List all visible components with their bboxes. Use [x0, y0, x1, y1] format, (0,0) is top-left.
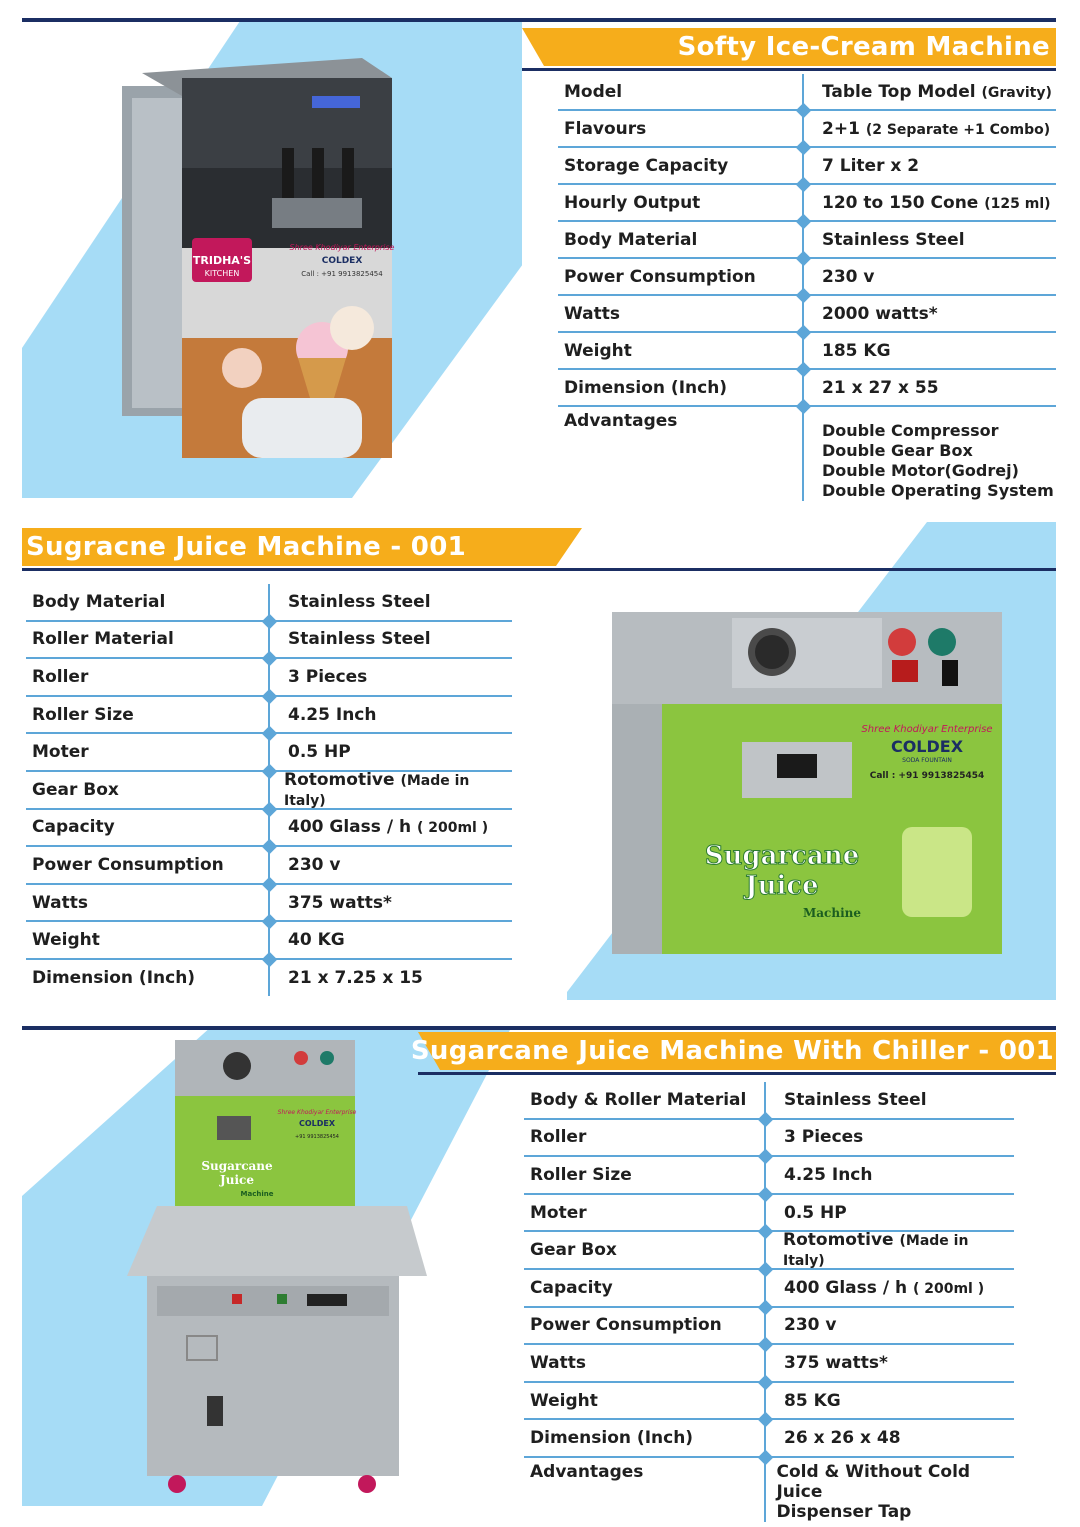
spec-row	[558, 296, 1056, 333]
spec-row	[558, 148, 1056, 185]
spec-value-main: 400 Glass / h	[288, 817, 412, 838]
spec-row	[524, 1120, 1014, 1158]
spec-row	[524, 1420, 1014, 1458]
advantage-item: Double Operating System	[822, 481, 1054, 500]
spec-value	[268, 930, 345, 950]
spec-label: Weight	[530, 1390, 598, 1411]
spec-value-main: 3 Pieces	[784, 1127, 864, 1148]
spec-value	[268, 817, 488, 837]
spec-row	[26, 584, 512, 622]
spec-label: Advantages	[564, 411, 678, 431]
spec-value	[268, 705, 376, 725]
spec-row	[558, 222, 1056, 259]
spec-label: Watts	[32, 892, 88, 913]
spec-value	[268, 893, 392, 913]
spec-label: Body Material	[32, 591, 166, 612]
spec-value-main: 400 Glass / h	[784, 1277, 908, 1298]
spec-label: Roller	[530, 1127, 587, 1148]
sugarcane-chiller-image	[117, 1036, 427, 1496]
sugarcane-machine-image	[602, 602, 1022, 972]
softy-machine-image	[102, 38, 432, 478]
spec-row	[558, 333, 1056, 370]
spec-value	[764, 1391, 841, 1411]
spec-value-main: 3 Pieces	[288, 666, 368, 687]
product-title-line1: Sugarcane	[704, 841, 860, 871]
spec-value-main: Stainless Steel	[784, 1089, 927, 1110]
spec-table-sugarcane	[26, 584, 512, 996]
spec-label: Weight	[32, 930, 100, 951]
call-number: Call : +91 9913825454	[869, 771, 985, 781]
spec-row	[524, 1383, 1014, 1421]
spec-value	[268, 667, 367, 687]
spec-label: Power Consumption	[32, 854, 224, 875]
enterprise-label: Shree Khodiyar Enterprise	[861, 724, 993, 735]
section-title: Sugarcane Juice Machine With Chiller - 001	[410, 1036, 1054, 1066]
spec-table-softy	[558, 74, 1056, 501]
spec-label: Roller Size	[32, 704, 134, 725]
spec-value-main: 230 v	[784, 1315, 837, 1336]
spec-row	[558, 259, 1056, 296]
spec-value	[802, 304, 938, 324]
spec-value-main: Stainless Steel	[822, 229, 965, 250]
enterprise-label: Shree Khodiyar Enterprise	[289, 243, 395, 252]
spec-row	[558, 74, 1056, 111]
spec-value	[268, 855, 341, 875]
spec-value	[802, 378, 939, 398]
advantage-item: Cold & Without Cold Juice	[776, 1461, 971, 1502]
spec-row	[524, 1345, 1014, 1383]
spec-value-note: ( 200ml )	[912, 1280, 985, 1297]
title-underline	[418, 1072, 1056, 1075]
spec-value-note: (Made in Italy)	[283, 772, 470, 809]
spec-value	[268, 968, 423, 988]
section-title-banner	[22, 528, 582, 566]
spec-value	[268, 592, 431, 612]
spec-row	[558, 185, 1056, 222]
spec-label: Gear Box	[32, 779, 119, 800]
spec-label: Roller Material	[32, 629, 174, 650]
spec-row	[524, 1232, 1014, 1270]
spec-label: Dimension (Inch)	[32, 967, 196, 988]
spec-value-main: 185 KG	[822, 340, 891, 361]
spec-value	[764, 1278, 984, 1298]
spec-value	[802, 193, 1051, 213]
section-title-banner	[410, 1032, 1056, 1070]
spec-row	[558, 370, 1056, 407]
section-title: Sugracne Juice Machine - 001	[26, 532, 466, 562]
advantage-item: Dispenser Tap	[776, 1501, 912, 1522]
spec-label: Hourly Output	[564, 192, 701, 213]
spec-value-main: 230 v	[822, 266, 875, 287]
spec-label: Moter	[530, 1202, 587, 1223]
spec-value	[268, 629, 431, 649]
section-title: Softy Ice-Cream Machine	[677, 32, 1050, 62]
product-title-line1: Sugarcane	[201, 1159, 273, 1173]
spec-value	[802, 82, 1052, 102]
call-number: +91 9913825454	[295, 1134, 339, 1140]
spec-value-note: (2 Separate +1 Combo)	[865, 121, 1051, 138]
spec-row-advantages	[524, 1458, 1014, 1522]
spec-value-main: 0.5 HP	[784, 1202, 847, 1223]
spec-row-advantages	[558, 407, 1056, 501]
spec-value	[802, 230, 965, 250]
coldex-logo-sub: SODA FOUNTAIN	[902, 757, 952, 764]
spec-label: Watts	[530, 1352, 586, 1373]
spec-value-main: Stainless Steel	[288, 629, 431, 650]
spec-label: Roller Size	[530, 1164, 632, 1185]
product-title-line2: Juice	[220, 1173, 254, 1187]
spec-value-note: (Made in Italy)	[783, 1233, 969, 1270]
spec-value-main: 0.5 HP	[288, 742, 351, 763]
section-title-banner	[522, 28, 1056, 66]
title-underline	[522, 68, 1056, 71]
spec-label: Power Consumption	[564, 266, 756, 287]
softy-ice-cream-section	[22, 18, 1056, 498]
spec-label: Watts	[564, 303, 620, 324]
spec-value-main: Stainless Steel	[288, 591, 431, 612]
spec-value-main: 230 v	[288, 854, 341, 875]
spec-label: Moter	[32, 742, 89, 763]
spec-value	[264, 770, 512, 810]
spec-label: Weight	[564, 340, 632, 361]
tridhas-logo-sub: KITCHEN	[204, 269, 240, 278]
spec-value-main: 120 to 150 Cone	[822, 192, 979, 213]
spec-value	[802, 156, 919, 176]
spec-label: Power Consumption	[530, 1315, 722, 1336]
spec-value-main: 85 KG	[784, 1390, 841, 1411]
spec-value-main: 375 watts*	[784, 1352, 888, 1373]
coldex-logo: COLDEX	[321, 256, 363, 266]
spec-label: Dimension (Inch)	[564, 377, 728, 398]
spec-value-main: 26 x 26 x 48	[784, 1428, 901, 1449]
product-title-line3: Machine	[802, 906, 862, 920]
spec-value-main: 7 Liter x 2	[822, 155, 920, 176]
spec-value	[802, 119, 1050, 139]
call-number: Call : +91 9913825454	[301, 270, 383, 278]
advantages-list	[756, 1462, 1014, 1522]
spec-value	[764, 1315, 837, 1335]
spec-value-main: 2000 watts*	[822, 303, 938, 324]
sugarcane-juice-section	[22, 522, 1056, 1000]
top-rule	[22, 1026, 1056, 1030]
product-title-line2: Juice	[745, 871, 819, 901]
spec-value	[764, 1127, 863, 1147]
spec-value-main: 375 watts*	[288, 892, 392, 913]
spec-row	[524, 1082, 1014, 1120]
spec-value-main: 4.25 Inch	[288, 704, 377, 725]
spec-label: Storage Capacity	[564, 155, 729, 176]
spec-label: Body & Roller Material	[530, 1089, 747, 1110]
spec-label: Capacity	[32, 817, 115, 838]
spec-label: Advantages	[530, 1461, 644, 1482]
spec-row	[524, 1157, 1014, 1195]
spec-value-main: Table Top Model	[822, 81, 976, 102]
spec-value	[764, 1203, 847, 1223]
product-title-line3: Machine	[240, 1190, 274, 1198]
enterprise-label: Shree Khodiyar Enterprise	[277, 1109, 357, 1116]
spec-value	[802, 267, 875, 287]
spec-row	[524, 1308, 1014, 1346]
spec-row	[524, 1195, 1014, 1233]
spec-label: Gear Box	[530, 1240, 617, 1261]
advantages-list	[802, 411, 1054, 501]
advantage-item: Double Motor(Godrej)	[822, 461, 1019, 480]
sugarcane-chiller-section	[22, 1026, 1056, 1522]
coldex-logo: COLDEX	[890, 737, 964, 756]
spec-label: Flavours	[564, 118, 647, 139]
spec-value	[268, 742, 351, 762]
spec-value-main: 4.25 Inch	[784, 1164, 873, 1185]
advantage-item: Double Gear Box	[822, 441, 973, 460]
spec-value-main: 40 KG	[288, 930, 345, 951]
spec-value	[763, 1230, 1014, 1270]
spec-value	[764, 1428, 901, 1448]
advantage-item: Double Compressor	[822, 421, 999, 440]
spec-value	[802, 341, 891, 361]
spec-label: Dimension (Inch)	[530, 1428, 694, 1449]
title-underline	[22, 568, 1056, 571]
spec-label: Body Material	[564, 229, 698, 250]
spec-value-main: Rotomotive	[283, 769, 395, 790]
spec-value-note: (125 ml)	[984, 195, 1051, 212]
coldex-logo: COLDEX	[298, 1119, 336, 1128]
spec-row	[524, 1270, 1014, 1308]
spec-value-main: Rotomotive	[783, 1230, 894, 1251]
spec-value-main: 2+1	[822, 118, 860, 139]
spec-value-main: 21 x 7.25 x 15	[288, 967, 423, 988]
spec-table-chiller	[524, 1082, 1014, 1522]
spec-value-note: ( 200ml )	[416, 820, 489, 837]
spec-value	[764, 1090, 927, 1110]
spec-label: Model	[564, 81, 623, 102]
spec-value-main: 21 x 27 x 55	[822, 377, 939, 398]
spec-label: Roller	[32, 666, 89, 687]
spec-value	[764, 1165, 872, 1185]
spec-label: Capacity	[530, 1277, 613, 1298]
spec-value	[764, 1353, 888, 1373]
top-rule	[22, 18, 1056, 22]
spec-value-note: (Gravity)	[981, 84, 1052, 101]
tridhas-logo: TRIDHA'S	[192, 254, 252, 267]
spec-row	[558, 111, 1056, 148]
